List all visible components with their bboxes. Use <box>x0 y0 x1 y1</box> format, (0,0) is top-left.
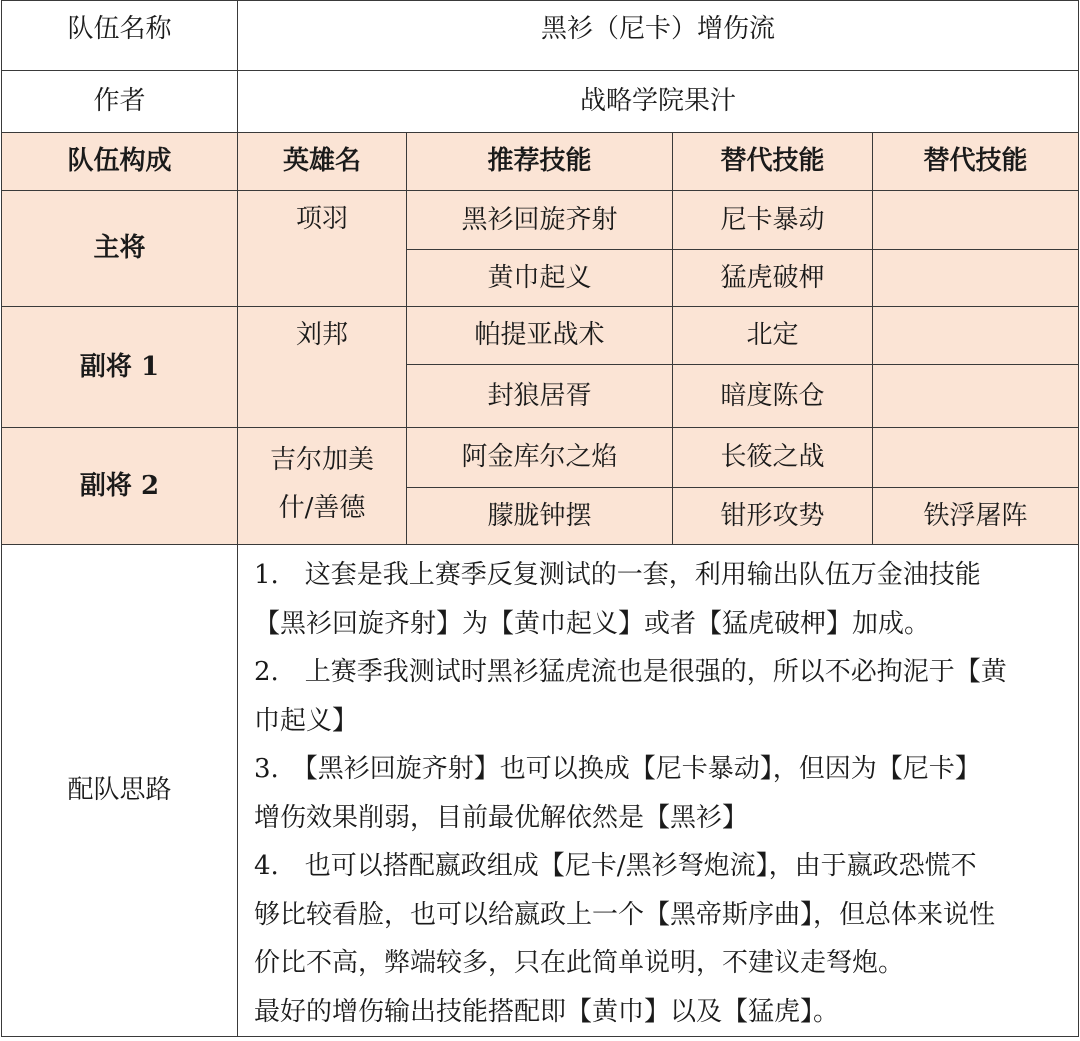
alt-skill-2: 铁浮屠阵 <box>873 488 1079 545</box>
strategy-note-line: 【黑衫回旋齐射】为【黄巾起义】或者【猛虎破柙】加成。 <box>254 608 931 639</box>
alt-skill-1: 猛虎破柙 <box>673 250 873 307</box>
alt-skill-2 <box>873 250 1079 307</box>
team-sheet <box>1 0 1079 1037</box>
team-name-row <box>2 1 1079 71</box>
strategy-note-line: 价比不高，弊端较多，只在此简单说明，不建议走弩炮。 <box>254 948 905 978</box>
strategy-note-line: 巾起义】 <box>254 705 359 736</box>
hero-name: 项羽 <box>238 191 407 307</box>
alt-skill-1: 钳形攻势 <box>673 488 873 545</box>
hero-name-line: 吉尔加美 <box>269 445 374 475</box>
hero-name <box>238 428 407 545</box>
alt-skill-2 <box>873 191 1079 250</box>
header-alt2: 替代技能 <box>873 133 1079 191</box>
strategy-note-line: 够比较看脸，也可以给嬴政上一个【黑帝斯序曲】，但总体来说性 <box>254 899 996 930</box>
table-row <box>2 428 1079 488</box>
role-main: 主将 <box>2 191 238 307</box>
alt-skill-2 <box>873 307 1079 365</box>
role-deputy-1: 副将 1 <box>2 307 238 428</box>
alt-skill-1: 长筱之战 <box>673 428 873 488</box>
alt-skill-1: 尼卡暴动 <box>673 191 873 250</box>
team-name-value: 黑衫（尼卡）增伤流 <box>238 1 1079 71</box>
strategy-note-line: 增伤效果削弱，目前最优解依然是【黑衫】 <box>254 802 749 833</box>
recommended-skill: 帕提亚战术 <box>407 307 673 365</box>
table-row <box>2 191 1079 250</box>
role-deputy-2: 副将 2 <box>2 428 238 545</box>
recommended-skill: 阿金库尔之焰 <box>407 428 673 488</box>
recommended-skill: 封狼居胥 <box>407 365 673 428</box>
recommended-skill: 朦胧钟摆 <box>407 488 673 545</box>
strategy-note-line: 3. 【黑衫回旋齐射】也可以换成【尼卡暴动】，但因为【尼卡】 <box>254 754 981 784</box>
alt-skill-1: 北定 <box>673 307 873 365</box>
strategy-note-line: 4. 也可以搭配嬴政组成【尼卡/黑衫弩炮流】，由于嬴政恐慌不 <box>254 851 977 881</box>
author-row <box>2 71 1079 133</box>
strategy-notes <box>238 545 1079 1037</box>
header-hero: 英雄名 <box>238 133 407 191</box>
author-value: 战略学院果汁 <box>238 71 1079 133</box>
column-header-row <box>2 133 1079 191</box>
recommended-skill: 黄巾起义 <box>407 250 673 307</box>
strategy-row <box>2 545 1079 1037</box>
strategy-label: 配队思路 <box>2 545 238 1037</box>
header-recommended: 推荐技能 <box>407 133 673 191</box>
strategy-note-line: 最好的增伤输出技能搭配即【黄巾】以及【猛虎】。 <box>254 996 840 1027</box>
strategy-note-line: 1. 这套是我上赛季反复测试的一套，利用输出队伍万金油技能 <box>254 560 981 590</box>
team-table <box>1 0 1079 1037</box>
hero-name-line: 什/善德 <box>278 493 366 523</box>
table-row <box>2 307 1079 365</box>
hero-name: 刘邦 <box>238 307 407 428</box>
author-label: 作者 <box>2 71 238 133</box>
strategy-note-line: 2. 上赛季我测试时黑衫猛虎流也是很强的，所以不必拘泥于【黄 <box>254 657 1007 687</box>
recommended-skill: 黑衫回旋齐射 <box>407 191 673 250</box>
alt-skill-2 <box>873 365 1079 428</box>
alt-skill-2 <box>873 428 1079 488</box>
header-composition: 队伍构成 <box>2 133 238 191</box>
team-name-label: 队伍名称 <box>2 1 238 71</box>
header-alt1: 替代技能 <box>673 133 873 191</box>
alt-skill-1: 暗度陈仓 <box>673 365 873 428</box>
